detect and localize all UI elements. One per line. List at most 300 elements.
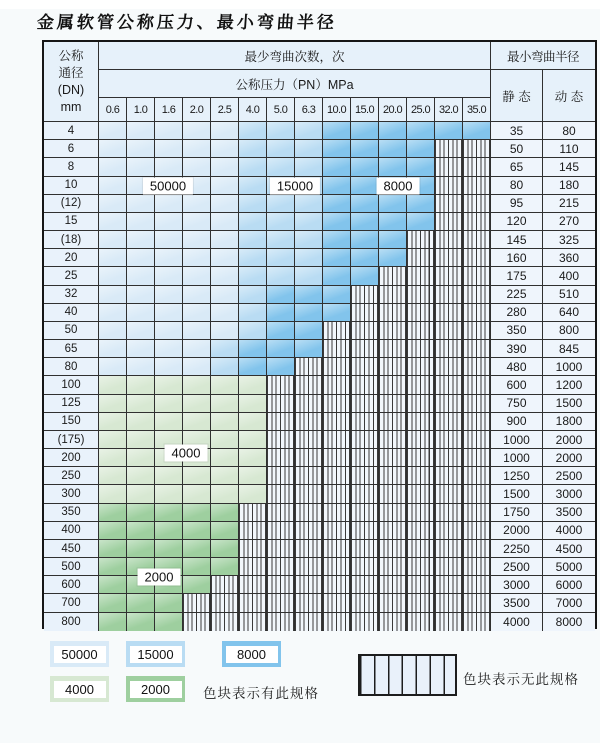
no-spec-cell <box>323 395 351 413</box>
band-cell-50000 <box>211 177 239 195</box>
band-cell-2000 <box>211 504 239 522</box>
no-spec-cell <box>407 613 435 631</box>
band-cell-50000 <box>99 140 127 158</box>
band-cell-8000 <box>323 195 351 213</box>
band-cell-8000 <box>323 213 351 231</box>
pressure-col-35.0: 35.0 <box>463 98 491 122</box>
no-spec-cell <box>435 485 463 503</box>
no-spec-cell <box>211 576 239 594</box>
no-spec-cell <box>239 522 267 540</box>
band-cell-8000 <box>379 213 407 231</box>
no-spec-cell <box>295 449 323 467</box>
dn-cell-4: 4 <box>44 122 99 140</box>
band-label-15000: 15000 <box>270 178 320 195</box>
no-spec-cell <box>463 449 491 467</box>
band-cell-8000 <box>379 122 407 140</box>
band-cell-4000 <box>183 485 211 503</box>
legend-swatch-2000 <box>126 676 185 702</box>
no-spec-cell <box>463 613 491 631</box>
band-cell-15000 <box>239 177 267 195</box>
band-cell-50000 <box>99 304 127 322</box>
no-spec-cell <box>351 467 379 485</box>
band-cell-2000 <box>99 558 127 576</box>
band-cell-4000 <box>239 449 267 467</box>
static-value-cell: 95 <box>491 195 543 213</box>
dynamic-value-cell: 800 <box>543 322 595 340</box>
no-spec-cell <box>379 304 407 322</box>
band-cell-4000 <box>127 376 155 394</box>
no-spec-cell <box>379 613 407 631</box>
band-cell-8000 <box>267 340 295 358</box>
band-cell-8000 <box>295 304 323 322</box>
legend-swatch-50000 <box>50 641 109 667</box>
static-value-cell: 35 <box>491 122 543 140</box>
band-cell-15000 <box>239 286 267 304</box>
no-spec-cell <box>407 267 435 285</box>
no-spec-cell <box>407 376 435 394</box>
dn-column-header <box>44 42 99 122</box>
band-cell-50000 <box>183 231 211 249</box>
no-spec-cell <box>463 395 491 413</box>
no-spec-cell <box>407 467 435 485</box>
dn-cell-65: 65 <box>44 340 99 358</box>
no-spec-cell <box>351 304 379 322</box>
band-cell-50000 <box>211 122 239 140</box>
no-spec-cell <box>267 376 295 394</box>
band-cell-15000 <box>267 213 295 231</box>
no-spec-cell <box>267 558 295 576</box>
pressure-col-10.0: 10.0 <box>323 98 351 122</box>
dn-cell-600: 600 <box>44 576 99 594</box>
band-cell-15000 <box>267 140 295 158</box>
band-cell-8000 <box>379 249 407 267</box>
dn-header-line: 通径 <box>58 65 84 80</box>
static-value-cell: 480 <box>491 358 543 376</box>
no-spec-cell <box>351 613 379 631</box>
band-cell-8000 <box>407 195 435 213</box>
band-cell-4000 <box>127 431 155 449</box>
no-spec-cell <box>351 413 379 431</box>
no-spec-cell <box>463 213 491 231</box>
no-spec-cell <box>435 140 463 158</box>
pressure-col-32.0: 32.0 <box>435 98 463 122</box>
no-spec-cell <box>463 304 491 322</box>
band-cell-15000 <box>211 358 239 376</box>
band-cell-50000 <box>127 213 155 231</box>
band-cell-50000 <box>99 177 127 195</box>
band-cell-50000 <box>183 286 211 304</box>
no-spec-cell <box>435 594 463 612</box>
band-cell-50000 <box>99 249 127 267</box>
no-spec-cell <box>295 558 323 576</box>
no-spec-cell <box>351 395 379 413</box>
no-spec-cell <box>407 322 435 340</box>
band-cell-50000 <box>155 122 183 140</box>
no-spec-cell <box>379 522 407 540</box>
band-cell-2000 <box>127 594 155 612</box>
no-spec-cell <box>463 195 491 213</box>
band-cell-8000 <box>351 158 379 176</box>
no-spec-cell <box>435 158 463 176</box>
no-spec-cell <box>435 522 463 540</box>
no-spec-cell <box>351 286 379 304</box>
no-spec-cell <box>239 576 267 594</box>
dn-cell-15: 15 <box>44 213 99 231</box>
band-cell-8000 <box>351 249 379 267</box>
band-cell-50000 <box>99 231 127 249</box>
legend-has-spec-note: 色块表示有此规格 <box>203 686 319 701</box>
no-spec-cell <box>295 395 323 413</box>
band-cell-4000 <box>183 395 211 413</box>
no-spec-cell <box>379 413 407 431</box>
no-spec-cell <box>239 540 267 558</box>
no-spec-cell <box>463 158 491 176</box>
no-spec-cell <box>295 376 323 394</box>
band-cell-50000 <box>183 158 211 176</box>
dynamic-value-cell: 3000 <box>543 485 595 503</box>
band-cell-50000 <box>99 286 127 304</box>
band-cell-50000 <box>155 213 183 231</box>
dynamic-value-cell: 2500 <box>543 467 595 485</box>
no-spec-cell <box>323 522 351 540</box>
no-spec-cell <box>351 576 379 594</box>
pressure-col-20.0: 20.0 <box>379 98 407 122</box>
no-spec-cell <box>239 504 267 522</box>
legend-swatch-4000 <box>50 676 109 702</box>
static-value-cell: 225 <box>491 286 543 304</box>
band-cell-50000 <box>127 231 155 249</box>
static-value-cell: 280 <box>491 304 543 322</box>
no-spec-cell <box>267 594 295 612</box>
band-cell-4000 <box>183 413 211 431</box>
legend-swatch-label: 15000 <box>130 646 182 663</box>
no-spec-cell <box>435 304 463 322</box>
band-cell-50000 <box>127 340 155 358</box>
band-cell-4000 <box>239 413 267 431</box>
band-cell-15000 <box>239 195 267 213</box>
band-cell-4000 <box>211 376 239 394</box>
band-cell-50000 <box>183 340 211 358</box>
band-cell-4000 <box>99 467 127 485</box>
band-cell-50000 <box>99 213 127 231</box>
static-value-cell: 4000 <box>491 613 543 631</box>
band-cell-15000 <box>239 267 267 285</box>
no-spec-cell <box>435 558 463 576</box>
no-spec-cell <box>323 594 351 612</box>
band-cell-50000 <box>211 286 239 304</box>
dynamic-value-cell: 400 <box>543 267 595 285</box>
static-value-cell: 1750 <box>491 504 543 522</box>
band-cell-50000 <box>183 267 211 285</box>
band-cell-4000 <box>211 485 239 503</box>
dn-cell-450: 450 <box>44 540 99 558</box>
static-value-cell: 145 <box>491 231 543 249</box>
no-spec-cell <box>211 594 239 612</box>
no-spec-cell <box>463 467 491 485</box>
no-spec-cell <box>323 504 351 522</box>
no-spec-cell <box>463 177 491 195</box>
band-cell-50000 <box>127 140 155 158</box>
band-cell-2000 <box>155 540 183 558</box>
pressure-col-2.0: 2.0 <box>183 98 211 122</box>
band-cell-4000 <box>127 395 155 413</box>
no-spec-cell <box>379 576 407 594</box>
no-spec-cell <box>267 431 295 449</box>
static-value-cell: 2500 <box>491 558 543 576</box>
no-spec-cell <box>435 431 463 449</box>
no-spec-cell <box>407 594 435 612</box>
no-spec-cell <box>323 485 351 503</box>
band-cell-4000 <box>127 467 155 485</box>
static-value-cell: 65 <box>491 158 543 176</box>
band-cell-50000 <box>99 358 127 376</box>
no-spec-cell <box>267 613 295 631</box>
band-cell-50000 <box>127 304 155 322</box>
band-cell-50000 <box>155 249 183 267</box>
no-spec-cell <box>323 376 351 394</box>
band-cell-50000 <box>127 286 155 304</box>
no-spec-cell <box>267 467 295 485</box>
no-spec-cell <box>323 613 351 631</box>
band-cell-8000 <box>239 340 267 358</box>
dn-cell-300: 300 <box>44 485 99 503</box>
dynamic-value-cell: 5000 <box>543 558 595 576</box>
band-cell-15000 <box>267 249 295 267</box>
dynamic-value-cell: 7000 <box>543 594 595 612</box>
band-cell-2000 <box>183 558 211 576</box>
band-cell-2000 <box>127 522 155 540</box>
no-spec-cell <box>463 558 491 576</box>
no-spec-cell <box>239 613 267 631</box>
static-value-cell: 160 <box>491 249 543 267</box>
band-cell-15000 <box>239 304 267 322</box>
band-cell-15000 <box>295 267 323 285</box>
no-spec-cell <box>379 540 407 558</box>
static-value-cell: 175 <box>491 267 543 285</box>
band-cell-8000 <box>463 122 491 140</box>
band-cell-50000 <box>155 358 183 376</box>
page-title: 金属软管公称压力、最小弯曲半径 <box>36 13 338 33</box>
no-spec-cell <box>379 286 407 304</box>
no-spec-cell <box>295 594 323 612</box>
band-cell-8000 <box>323 122 351 140</box>
dynamic-value-cell: 180 <box>543 177 595 195</box>
no-spec-cell <box>407 540 435 558</box>
no-spec-cell <box>379 467 407 485</box>
legend-swatch-label: 50000 <box>54 646 106 663</box>
band-cell-4000 <box>127 485 155 503</box>
no-spec-cell <box>351 540 379 558</box>
no-spec-cell <box>435 395 463 413</box>
no-spec-cell <box>435 467 463 485</box>
no-spec-cell <box>435 376 463 394</box>
band-cell-2000 <box>183 504 211 522</box>
band-cell-8000 <box>323 249 351 267</box>
band-cell-50000 <box>183 213 211 231</box>
dn-cell-100: 100 <box>44 376 99 394</box>
band-cell-8000 <box>379 195 407 213</box>
dn-header-line: mm <box>60 99 82 114</box>
dynamic-value-cell: 80 <box>543 122 595 140</box>
band-cell-4000 <box>155 467 183 485</box>
band-cell-8000 <box>323 304 351 322</box>
band-cell-50000 <box>211 249 239 267</box>
no-spec-cell <box>435 358 463 376</box>
band-label-8000: 8000 <box>377 178 420 195</box>
pressure-col-4.0: 4.0 <box>239 98 267 122</box>
dn-cell-500: 500 <box>44 558 99 576</box>
band-cell-4000 <box>99 449 127 467</box>
static-value-cell: 2000 <box>491 522 543 540</box>
band-cell-50000 <box>155 340 183 358</box>
band-cell-4000 <box>239 376 267 394</box>
static-value-cell: 3000 <box>491 576 543 594</box>
static-value-cell: 120 <box>491 213 543 231</box>
legend-swatch-label: 2000 <box>130 681 182 698</box>
no-spec-cell <box>435 504 463 522</box>
dn-cell-50: 50 <box>44 322 99 340</box>
band-cell-15000 <box>295 122 323 140</box>
dn-cell-10: 10 <box>44 177 99 195</box>
no-spec-cell <box>379 358 407 376</box>
band-cell-8000 <box>267 286 295 304</box>
static-value-cell: 600 <box>491 376 543 394</box>
band-cell-50000 <box>211 140 239 158</box>
pressure-col-5.0: 5.0 <box>267 98 295 122</box>
band-cell-4000 <box>211 395 239 413</box>
dn-cell-(18): (18) <box>44 231 99 249</box>
legend-swatch-15000 <box>126 641 185 667</box>
band-cell-8000 <box>351 267 379 285</box>
band-cell-50000 <box>183 140 211 158</box>
dn-cell-40: 40 <box>44 304 99 322</box>
legend-swatch-8000 <box>222 641 281 667</box>
no-spec-cell <box>463 522 491 540</box>
no-spec-cell <box>323 540 351 558</box>
no-spec-cell <box>323 322 351 340</box>
band-cell-4000 <box>155 485 183 503</box>
band-cell-15000 <box>239 140 267 158</box>
band-cell-50000 <box>155 195 183 213</box>
band-cell-8000 <box>435 122 463 140</box>
no-spec-cell <box>407 576 435 594</box>
no-spec-cell <box>267 576 295 594</box>
no-spec-cell <box>351 376 379 394</box>
dynamic-value-cell: 2000 <box>543 449 595 467</box>
band-cell-2000 <box>99 594 127 612</box>
pressure-col-25.0: 25.0 <box>407 98 435 122</box>
no-spec-cell <box>407 485 435 503</box>
static-header: 静 态 <box>491 70 543 122</box>
legend-swatch-label: 8000 <box>226 646 278 663</box>
dynamic-value-cell: 2000 <box>543 431 595 449</box>
no-spec-cell <box>463 286 491 304</box>
no-spec-cell <box>435 286 463 304</box>
band-cell-50000 <box>211 195 239 213</box>
dynamic-value-cell: 1500 <box>543 395 595 413</box>
band-cell-50000 <box>211 231 239 249</box>
no-spec-cell <box>379 395 407 413</box>
dn-cell-125: 125 <box>44 395 99 413</box>
band-cell-8000 <box>239 358 267 376</box>
band-cell-8000 <box>351 177 379 195</box>
no-spec-cell <box>435 540 463 558</box>
static-value-cell: 1500 <box>491 485 543 503</box>
no-spec-cell <box>463 340 491 358</box>
no-spec-cell <box>295 358 323 376</box>
band-cell-15000 <box>211 340 239 358</box>
dn-cell-350: 350 <box>44 504 99 522</box>
no-spec-cell <box>463 376 491 394</box>
no-spec-cell <box>407 431 435 449</box>
band-cell-50000 <box>99 195 127 213</box>
no-spec-cell <box>323 467 351 485</box>
static-value-cell: 2250 <box>491 540 543 558</box>
band-cell-15000 <box>267 122 295 140</box>
band-cell-2000 <box>127 613 155 631</box>
no-spec-cell <box>407 449 435 467</box>
band-cell-2000 <box>99 522 127 540</box>
no-spec-cell <box>463 140 491 158</box>
band-cell-50000 <box>99 267 127 285</box>
dynamic-value-cell: 145 <box>543 158 595 176</box>
band-cell-50000 <box>99 122 127 140</box>
no-spec-cell <box>295 431 323 449</box>
band-cell-2000 <box>99 613 127 631</box>
band-cell-2000 <box>211 522 239 540</box>
no-spec-cell <box>379 431 407 449</box>
band-cell-8000 <box>323 267 351 285</box>
band-cell-8000 <box>379 158 407 176</box>
no-spec-cell <box>463 322 491 340</box>
no-spec-cell <box>435 613 463 631</box>
band-cell-50000 <box>211 158 239 176</box>
band-cell-15000 <box>239 122 267 140</box>
pressure-col-15.0: 15.0 <box>351 98 379 122</box>
band-cell-2000 <box>183 522 211 540</box>
band-cell-8000 <box>295 286 323 304</box>
dynamic-value-cell: 270 <box>543 213 595 231</box>
no-spec-cell <box>435 576 463 594</box>
dn-cell-150: 150 <box>44 413 99 431</box>
no-spec-cell <box>323 340 351 358</box>
no-spec-cell <box>407 340 435 358</box>
band-cell-50000 <box>155 158 183 176</box>
no-spec-cell <box>295 413 323 431</box>
band-cell-4000 <box>155 376 183 394</box>
band-cell-50000 <box>127 249 155 267</box>
band-cell-4000 <box>211 431 239 449</box>
no-spec-cell <box>435 177 463 195</box>
band-cell-2000 <box>127 504 155 522</box>
no-spec-cell <box>379 594 407 612</box>
no-spec-cell <box>379 267 407 285</box>
band-cell-4000 <box>155 413 183 431</box>
band-cell-4000 <box>239 485 267 503</box>
no-spec-cell <box>407 249 435 267</box>
band-cell-15000 <box>295 231 323 249</box>
band-cell-50000 <box>211 304 239 322</box>
band-cell-50000 <box>183 358 211 376</box>
pressure-header: 公称压力（PN）MPa <box>99 70 491 98</box>
dn-cell-80: 80 <box>44 358 99 376</box>
band-cell-8000 <box>323 231 351 249</box>
no-spec-cell <box>267 485 295 503</box>
band-cell-50000 <box>211 322 239 340</box>
dn-cell-700: 700 <box>44 594 99 612</box>
band-cell-50000 <box>127 267 155 285</box>
static-value-cell: 80 <box>491 177 543 195</box>
